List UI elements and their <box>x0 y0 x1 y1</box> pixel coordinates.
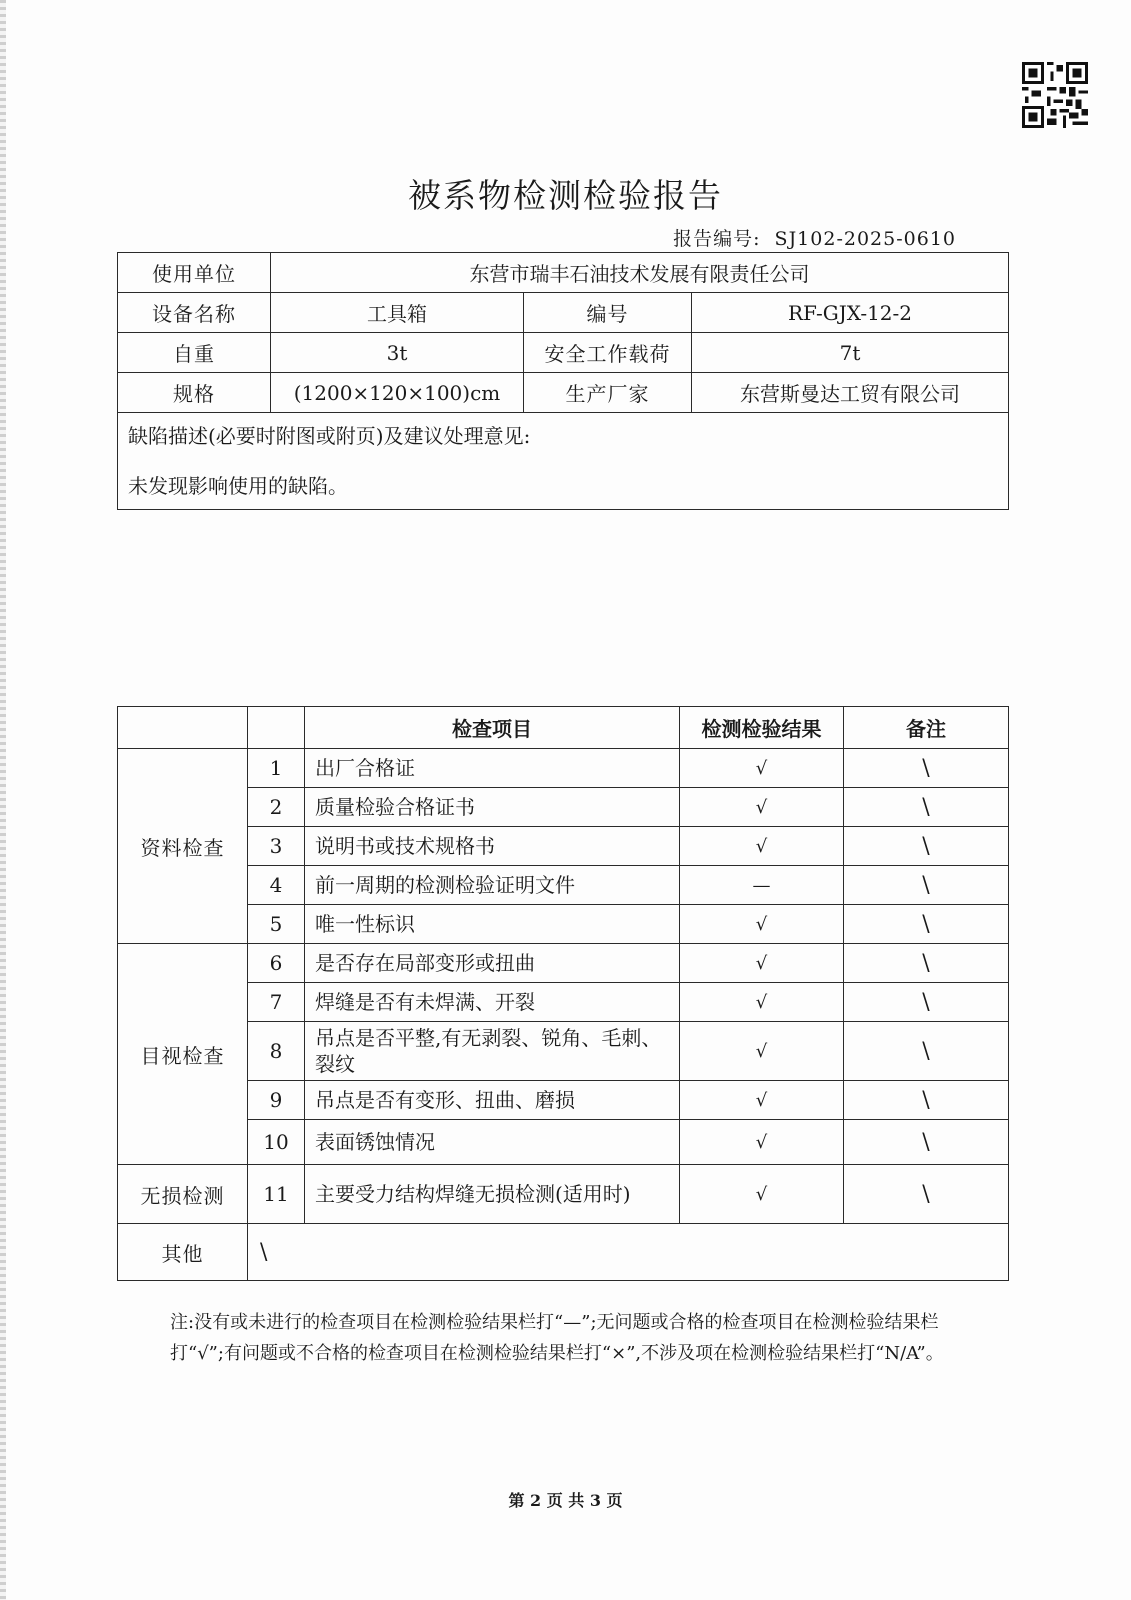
row-item: 唯一性标识 <box>305 905 680 944</box>
equipment-name-value: 工具箱 <box>271 293 524 333</box>
row-result: √ <box>680 1120 844 1165</box>
inspection-header-row <box>118 707 1009 749</box>
report-title: 被系物检测检验报告 <box>408 176 723 215</box>
header-group-blank <box>118 707 248 749</box>
row-remark: \ <box>844 1081 1009 1120</box>
row-number: 10 <box>248 1120 305 1165</box>
other-row <box>118 1224 1009 1281</box>
equipment-info-table <box>117 252 1009 510</box>
row-item: 吊点是否平整,有无剥裂、锐角、毛刺、裂纹 <box>305 1022 680 1081</box>
row-remark: \ <box>844 905 1009 944</box>
table-row <box>118 1120 1009 1165</box>
user-unit-label: 使用单位 <box>118 253 271 293</box>
row-number: 1 <box>248 749 305 788</box>
table-row <box>118 788 1009 827</box>
group-docs: 资料检查 <box>118 749 248 944</box>
equipment-name-label: 设备名称 <box>118 293 271 333</box>
row-result: √ <box>680 1081 844 1120</box>
row-number: 11 <box>248 1165 305 1224</box>
row-result: √ <box>680 983 844 1022</box>
report-number-value: SJ102-2025-0610 <box>774 228 956 250</box>
table-row <box>118 866 1009 905</box>
row-item: 说明书或技术规格书 <box>305 827 680 866</box>
row-remark: \ <box>844 827 1009 866</box>
row-result: √ <box>680 1165 844 1224</box>
row-remark: \ <box>844 1165 1009 1224</box>
table-row <box>118 1165 1009 1224</box>
report-number <box>673 224 956 251</box>
row-result: √ <box>680 827 844 866</box>
row-item: 质量检验合格证书 <box>305 788 680 827</box>
table-row <box>118 749 1009 788</box>
serial-value: RF-GJX-12-2 <box>692 293 1009 333</box>
page-number: 第 2 页 共 3 页 <box>508 1491 623 1510</box>
defect-section <box>118 413 1009 510</box>
header-remark: 备注 <box>844 707 1009 749</box>
table-row <box>118 905 1009 944</box>
spec-value: (1200×120×100)cm <box>271 373 524 413</box>
row-remark: \ <box>844 788 1009 827</box>
row-number: 4 <box>248 866 305 905</box>
serial-label: 编号 <box>524 293 692 333</box>
row-result: √ <box>680 749 844 788</box>
scan-edge <box>0 0 6 1600</box>
row-remark: \ <box>844 749 1009 788</box>
row-item: 是否存在局部变形或扭曲 <box>305 944 680 983</box>
row-result: √ <box>680 1022 844 1081</box>
manufacturer-label: 生产厂家 <box>524 373 692 413</box>
row-result: √ <box>680 944 844 983</box>
table-row <box>118 983 1009 1022</box>
header-result: 检测检验结果 <box>680 707 844 749</box>
manufacturer-value: 东营斯曼达工贸有限公司 <box>692 373 1009 413</box>
header-item: 检查项目 <box>305 707 680 749</box>
row-remark: \ <box>844 944 1009 983</box>
row-number: 6 <box>248 944 305 983</box>
spec-label: 规格 <box>118 373 271 413</box>
table-row <box>118 1022 1009 1081</box>
table-row <box>118 827 1009 866</box>
row-remark: \ <box>844 1022 1009 1081</box>
row-item: 焊缝是否有未焊满、开裂 <box>305 983 680 1022</box>
row-item: 表面锈蚀情况 <box>305 1120 680 1165</box>
row-remark: \ <box>844 866 1009 905</box>
user-unit-value: 东营市瑞丰石油技术发展有限责任公司 <box>271 253 1009 293</box>
row-item: 吊点是否有变形、扭曲、磨损 <box>305 1081 680 1120</box>
row-remark: \ <box>844 983 1009 1022</box>
row-number: 3 <box>248 827 305 866</box>
row-number: 9 <box>248 1081 305 1120</box>
row-number: 2 <box>248 788 305 827</box>
report-number-label: 报告编号: <box>673 228 761 250</box>
group-visual: 目视检查 <box>118 944 248 1165</box>
row-remark: \ <box>844 1120 1009 1165</box>
self-weight-value: 3t <box>271 333 524 373</box>
group-ndt: 无损检测 <box>118 1165 248 1224</box>
table-row <box>118 1081 1009 1120</box>
row-number: 7 <box>248 983 305 1022</box>
other-value: \ <box>248 1224 1009 1281</box>
defect-label: 缺陷描述(必要时附图或附页)及建议处理意见: <box>128 424 531 448</box>
row-number: 5 <box>248 905 305 944</box>
row-item: 出厂合格证 <box>305 749 680 788</box>
qr-code-icon <box>1022 62 1088 128</box>
inspection-table <box>117 706 1009 1281</box>
row-result: √ <box>680 905 844 944</box>
group-other: 其他 <box>118 1224 248 1281</box>
header-no-blank <box>248 707 305 749</box>
defect-text: 未发现影响使用的缺陷。 <box>128 474 348 498</box>
table-row <box>118 944 1009 983</box>
row-item: 主要受力结构焊缝无损检测(适用时) <box>305 1165 680 1224</box>
row-item: 前一周期的检测检验证明文件 <box>305 866 680 905</box>
row-result: — <box>680 866 844 905</box>
row-number: 8 <box>248 1022 305 1081</box>
swl-value: 7t <box>692 333 1009 373</box>
legend-note: 注:没有或未进行的检查项目在检测检验结果栏打“—”;无问题或合格的检查项目在检测检验结果栏打“√”;有问题或不合格的检查项目在检测检验结果栏打“×”,不涉及项在检测检验结果栏打“N/A”。 <box>170 1312 944 1364</box>
row-result: √ <box>680 788 844 827</box>
swl-label: 安全工作载荷 <box>524 333 692 373</box>
self-weight-label: 自重 <box>118 333 271 373</box>
